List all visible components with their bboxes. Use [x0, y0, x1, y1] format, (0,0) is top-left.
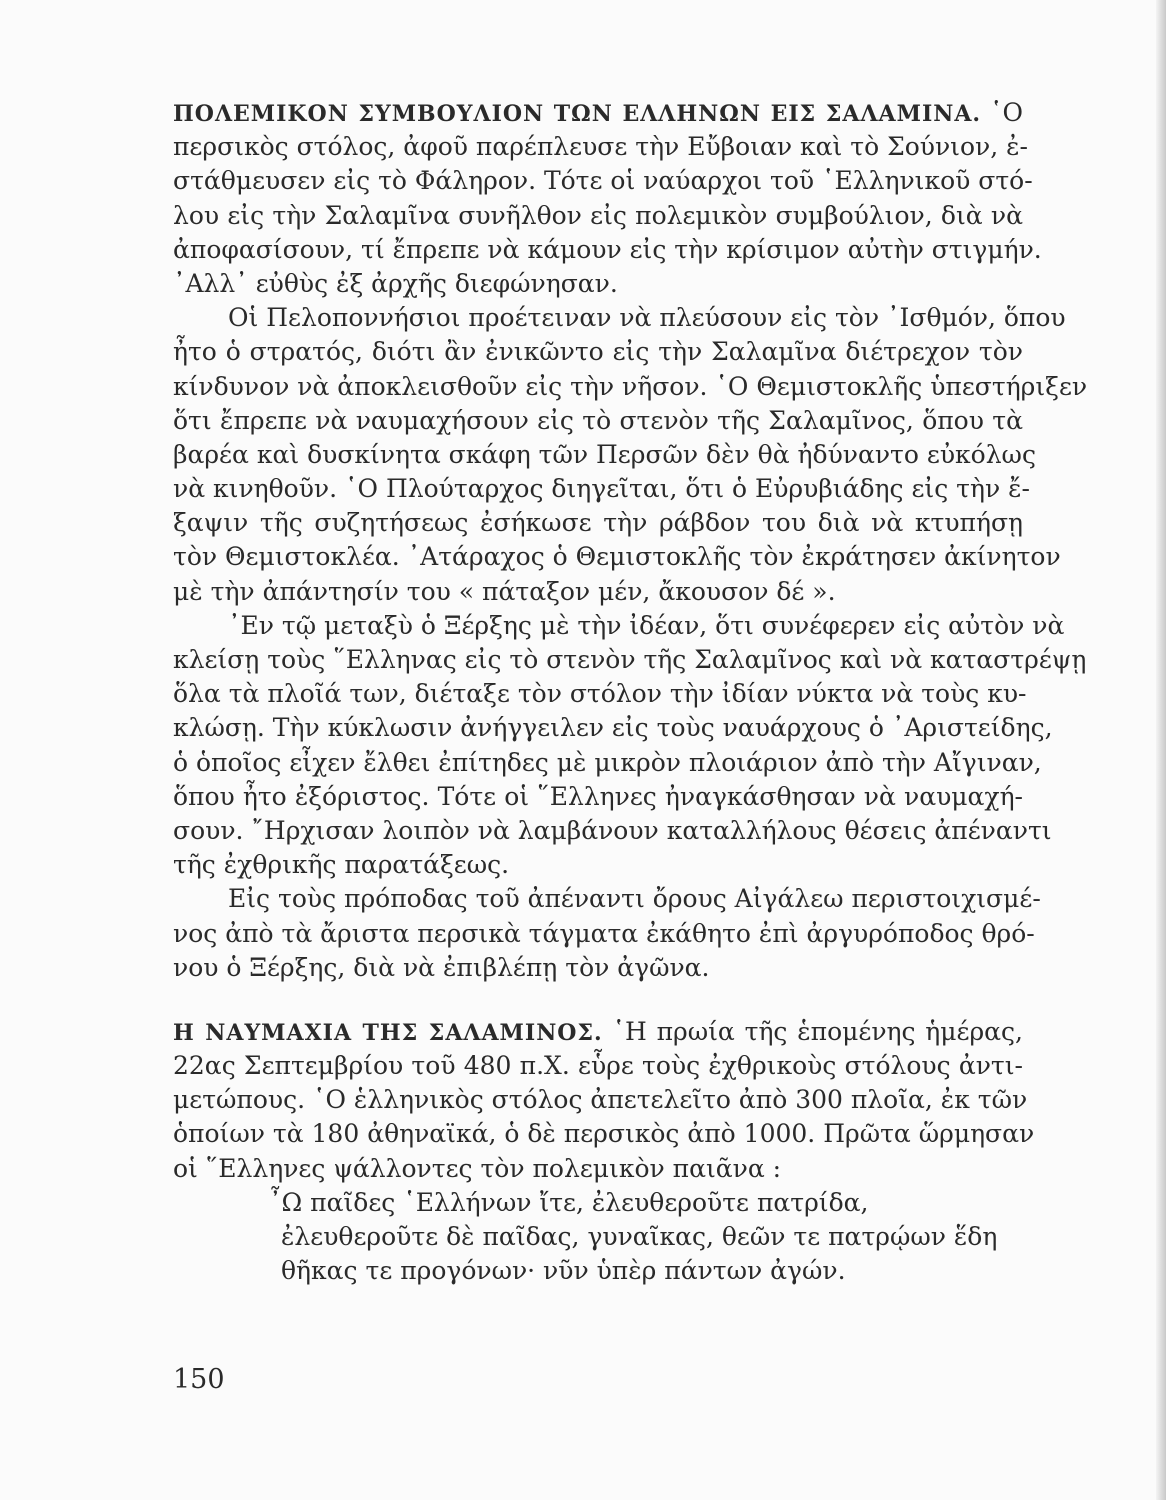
section-heading-naval-battle: Η ΝΑΥΜΑΧΙΑ ΤΗΣ ΣΑΛΑΜΙΝΟΣ. — [173, 1019, 603, 1046]
text-line: ὁποίων τὰ 180 ἀθηναϊκά, ὁ δὲ περσικὸς ἀπὸ 1000. Πρῶτα ὥρμησαν — [173, 1119, 1035, 1149]
text-line: ὅτι ἔπρεπε νὰ ναυμαχήσουν εἰς τὸ στενὸν τῆς Σαλαμῖνος, ὅπου τὰ — [173, 405, 1023, 435]
text-line: νου ὁ Ξέρξης, διὰ νὰ ἐπιβλέπῃ τὸν ἀγῶνα. — [173, 952, 710, 982]
text-line: ὅπου ἦτο ἐξόριστος. Τότε οἱ ῞Ελληνες ἠναγκάσθησαν νὰ ναυμαχή- — [173, 781, 1023, 811]
text-line: ῾Ο — [990, 98, 1023, 127]
text-line: Εἰς τοὺς πρόποδας τοῦ ἀπέναντι ὄρους Αἰγάλεω περιστοιχισμέ- — [228, 884, 1041, 914]
text-line: ᾿Εν τῷ μεταξὺ ὁ Ξέρξης μὲ τὴν ἰδέαν, ὅτι συνέφερεν εἰς αὐτὸν νὰ — [228, 610, 1065, 640]
text-line: ὁ ὁποῖος εἶχεν ἔλθει ἐπίτηδες μὲ μικρὸν πλοιάριον ἀπὸ τὴν Αἴγιναν, — [173, 747, 1042, 777]
text-line: τῆς ἐχθρικῆς παρατάξεως. — [173, 850, 510, 880]
text-line: μὲ τὴν ἀπάντησίν του « πάταξον μέν, ἄκουσον δέ ». — [173, 576, 836, 606]
text-line: κίνδυνον νὰ ἀποκλεισθοῦν εἰς τὴν νῆσον. ῾Ο Θεμιστοκλῆς ὑπεστήριξεν — [173, 371, 1088, 401]
poem-line: ῏Ω παῖδες ῾Ελλήνων ἴτε, ἐλευθεροῦτε πατρίδα, — [269, 1187, 869, 1217]
section-gap — [173, 985, 1023, 1015]
text-line: ᾿Αλλ᾿ εὐθὺς ἐξ ἀρχῆς διεφώνησαν. — [173, 268, 618, 298]
text-line: ἀποφασίσουν, τί ἔπρεπε νὰ κάμουν εἰς τὴν κρίσιμον αὐτὴν στιγμήν. — [173, 234, 1042, 264]
heading-line-2 — [173, 1015, 1023, 1049]
text-line: λου εἰς τὴν Σαλαμῖνα συνῆλθον εἰς πολεμικὸν συμβούλιον, διὰ νὰ — [173, 200, 1023, 230]
text-line: οἱ ῞Ελληνες ψάλλοντες τὸν πολεμικὸν παιᾶνα : — [173, 1153, 782, 1183]
text-line: ἦτο ὁ στρατός, διότι ἂν ἐνικῶντο εἰς τὴν Σαλαμῖνα διέτρεχον τὸν — [173, 337, 1023, 367]
text-line: βαρέα καὶ δυσκίνητα σκάφη τῶν Περσῶν δὲν θὰ ἠδύναντο εὐκόλως — [173, 439, 1036, 469]
page-number: 150 — [173, 1364, 225, 1395]
section-heading-war-council: ΠΟΛΕΜΙΚΟΝ ΣΥΜΒΟΥΛΙΟΝ ΤΩΝ ΕΛΛΗΝΩΝ ΕΙΣ ΣΑΛΑΜΙΝΑ. — [173, 101, 982, 127]
page-edge-shadow — [1156, 0, 1166, 1500]
heading-line-1 — [173, 96, 1023, 130]
text-line: σουν. ῎Ηρχισαν λοιπὸν νὰ λαμβάνουν καταλλήλους θέσεις ἀπέναντι — [173, 815, 1052, 845]
text-line: κλώσῃ. Τὴν κύκλωσιν ἀνήγγειλεν εἰς τοὺς ναυάρχους ὁ ᾿Αριστείδης, — [173, 713, 1053, 743]
text-line: ῾Η πρωία τῆς ἑπομένης ἡμέρας, — [612, 1016, 1024, 1046]
text-line: ξαψιν τῆς συζητήσεως ἐσήκωσε τὴν ράβδον του διὰ νὰ κτυπήσῃ — [173, 508, 1023, 538]
text-line: νος ἀπὸ τὰ ἄριστα περσικὰ τάγματα ἐκάθητο ἐπὶ ἀργυρόποδος θρό- — [173, 918, 1035, 948]
text-line: 22ας Σεπτεμβρίου τοῦ 480 π.Χ. εὗρε τοὺς ἐχθρικοὺς στόλους ἀντι- — [173, 1051, 1023, 1081]
text-line: νὰ κινηθοῦν. ῾Ο Πλούταρχος διηγεῖται, ὅτι ὁ Εὐρυβιάδης εἰς τὴν ἔ- — [173, 474, 1030, 504]
poem-line: ἐλευθεροῦτε δὲ παῖδας, γυναῖκας, θεῶν τε πατρῴων ἕδη — [281, 1222, 998, 1251]
text-line: περσικὸς στόλος, ἀφοῦ παρέπλευσε τὴν Εὔβοιαν καὶ τὸ Σούνιον, ἐ- — [173, 132, 1028, 162]
poem-line: θῆκας τε προγόνων· νῦν ὑπὲρ πάντων ἀγών. — [281, 1256, 846, 1286]
text-line: ὅλα τὰ πλοῖά των, διέταξε τὸν στόλον τὴν ἰδίαν νύκτα νὰ τοὺς κυ- — [173, 679, 1027, 709]
page-text — [173, 96, 1088, 1288]
text-line: στάθμευσεν εἰς τὸ Φάληρον. Τότε οἱ ναύαρχοι τοῦ ῾Ελληνικοῦ στό- — [173, 166, 1033, 196]
text-line: μετώπους. ῾Ο ἑλληνικὸς στόλος ἀπετελεῖτο ἀπὸ 300 πλοῖα, ἐκ τῶν — [173, 1085, 1028, 1115]
text-line: τὸν Θεμιστοκλέα. ᾿Ατάραχος ὁ Θεμιστοκλῆς τὸν ἐκράτησεν ἀκίνητον — [173, 542, 1061, 572]
text-line: Οἱ Πελοποννήσιοι προέτειναν νὰ πλεύσουν εἰς τὸν ᾿Ισθμόν, ὅπου — [228, 303, 1066, 333]
text-line: κλείσῃ τοὺς ῞Ελληνας εἰς τὸ στενὸν τῆς Σαλαμῖνος καὶ νὰ καταστρέψῃ — [173, 645, 1087, 674]
